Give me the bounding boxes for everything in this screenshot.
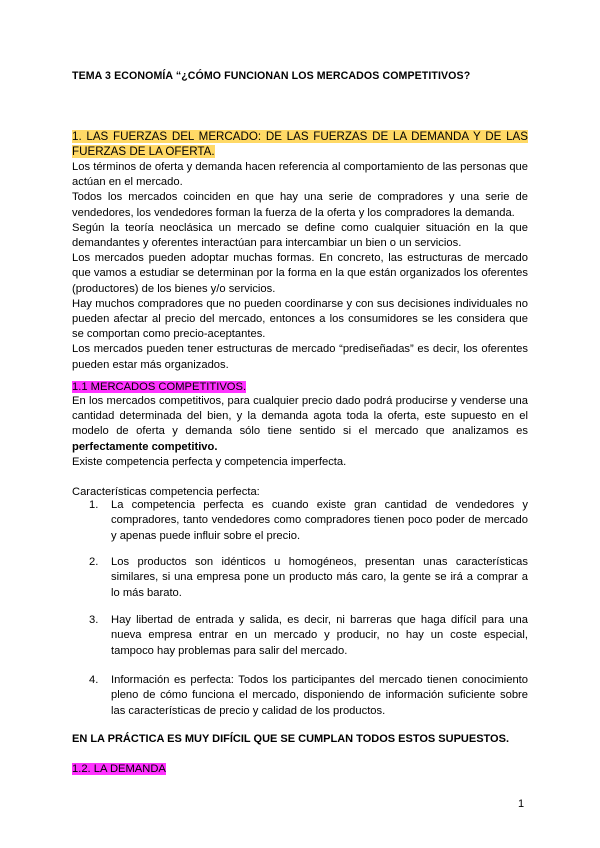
page-number: 1 — [518, 798, 525, 810]
list-item-text: La competencia perfecta es cuando existe gran cantidad de vendedores y compradores, tanto vendedores como compradores tienen poco poder de mercado y apenas puede influir sobre el precio. — [111, 499, 528, 542]
section-1-2-heading-text: 1.2. LA DEMANDA — [72, 763, 166, 775]
list-item — [72, 613, 528, 659]
list-number: 4. — [89, 674, 99, 686]
list-item — [72, 498, 528, 544]
practice-note: EN LA PRÁCTICA ES MUY DIFÍCIL QUE SE CUMPLAN TODOS ESTOS SUPUESTOS. — [72, 733, 510, 745]
paragraph: Los mercados pueden adoptar muchas formas. En concreto, las estructuras de mercado que vamos a estudiar se determinan por la forma en la que están organizados los oferentes (productores) de los bienes y/o servicios. — [72, 252, 528, 295]
section-1-heading-text: 1. LAS FUERZAS DEL MERCADO: DE LAS FUERZAS DE LA DEMANDA Y DE LAS FUERZAS DE LA OFERTA. — [72, 130, 528, 158]
section-1-1-heading-text: 1.1 MERCADOS COMPETITIVOS. — [72, 381, 247, 393]
section-1-body — [72, 160, 528, 373]
list-item — [72, 555, 528, 601]
list-item — [72, 673, 528, 719]
paragraph: Hay muchos compradores que no pueden coordinarse y con sus decisiones individuales no pueden afectar al precio del mercado, entonces a los consumidores se les considera que se comportan como precio-aceptantes. — [72, 297, 528, 341]
list-item-text: Los productos son idénticos u homogéneos, presentan unas características similares, si una empresa pone un producto más caro, la gente se irá a comprar a lo más barato. — [111, 556, 528, 599]
list-item-text: Hay libertad de entrada y salida, es decir, ni barreras que haga difícil para una nueva empresa entrar en un mercado y producir, no hay un coste especial, tampoco hay problemas para salir del mercado. — [111, 614, 528, 657]
paragraph: Los términos de oferta y demanda hacen referencia al comportamiento de las personas que actúan en el mercado. — [72, 161, 528, 189]
section-1-1-heading — [72, 380, 528, 395]
section-1-2-heading — [72, 762, 528, 777]
list-item-text: Información es perfecta: Todos los participantes del mercado tienen conocimiento pleno de cómo funciona el mercado, disponiendo de información suficiente sobre las características de precio y calidad de los productos. — [111, 674, 528, 717]
paragraph: Todos los mercados coinciden en que hay una serie de compradores y una serie de vendedores, los vendedores forman la fuerza de la oferta y los compradores la demanda. — [72, 191, 528, 219]
list-number: 3. — [89, 614, 99, 626]
paragraph — [72, 394, 528, 455]
list-number: 2. — [89, 556, 99, 568]
section-1-1-body — [72, 394, 528, 470]
paragraph: Existe competencia perfecta y competencia imperfecta. — [72, 455, 347, 468]
paragraph-text: En los mercados competitivos, para cualquier precio dado podrá producirse y venderse una cantidad determinada del bien, y la demanda agota toda la oferta, este supuesto en el modelo de oferta y demanda sólo tiene sentido si el mercado que analizamos es — [72, 395, 528, 438]
bold-term: perfectamente competitivo. — [72, 440, 218, 453]
document-title: TEMA 3 ECONOMÍA “¿CÓMO FUNCIONAN LOS MERCADOS COMPETITIVOS? — [72, 70, 471, 82]
section-1-heading — [72, 129, 528, 159]
paragraph: Los mercados pueden tener estructuras de mercado “prediseñadas” es decir, los oferentes pueden estar más organizados. — [72, 343, 528, 371]
paragraph: Según la teoría neoclásica un mercado se define como cualquier situación en la que demandantes y oferentes interactúan para intercambiar un bien o un servicios. — [72, 221, 528, 250]
list-number: 1. — [89, 499, 99, 511]
characteristics-intro: Características competencia perfecta: — [72, 486, 260, 498]
